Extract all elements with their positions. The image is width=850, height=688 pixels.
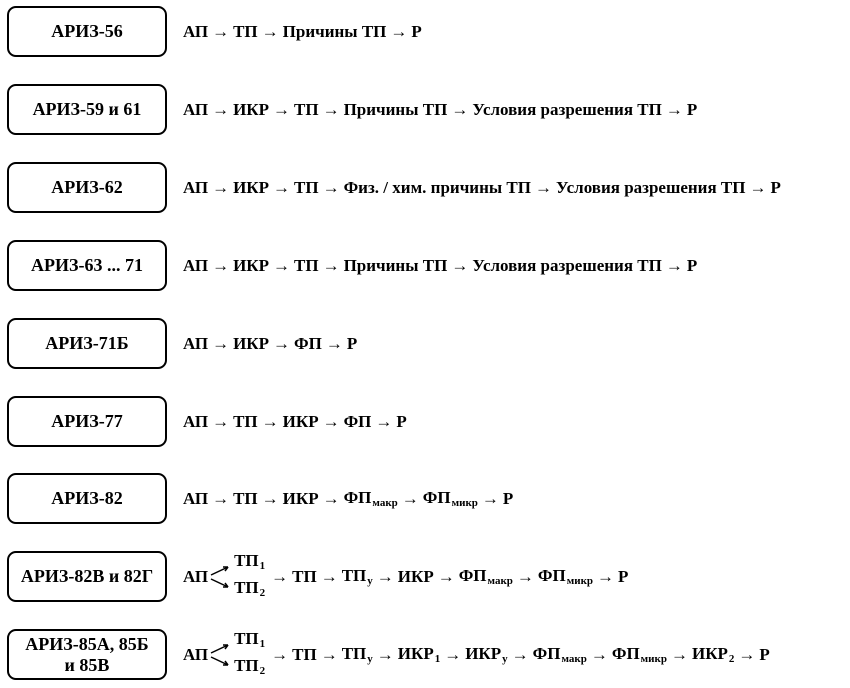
- ariz-version-title: АРИЗ-82В и 82Г: [20, 566, 154, 587]
- ariz-version-box: [7, 629, 167, 680]
- chain-step: АП: [183, 411, 209, 431]
- chain-step: ИКР: [233, 177, 270, 197]
- arrow-right-icon: →: [322, 411, 340, 431]
- chain-step: $ТП_у$: [341, 566, 373, 587]
- chain-step: $ИКР_1$: [397, 644, 441, 665]
- chain-step: ИКР: [233, 99, 270, 119]
- branch-arrows-icon: [208, 633, 234, 677]
- chain-step: ИКР: [282, 411, 319, 431]
- arrow-right-icon: →: [437, 566, 455, 586]
- chain-step-subscript: макр: [372, 497, 398, 509]
- arrow-right-icon: →: [390, 21, 408, 41]
- arrow-right-icon: →: [481, 488, 499, 508]
- arrow-right-icon: →: [212, 255, 230, 275]
- ariz-version-title: АРИЗ-59 и 61: [32, 99, 142, 120]
- chain-step: АП: [183, 333, 209, 353]
- ariz-version-title: АРИЗ-77: [51, 411, 123, 432]
- chain-step: $ИКР_2$: [691, 644, 735, 665]
- branch-arrows-icon: [208, 555, 234, 599]
- chain-step: $ФП_{микр}$: [537, 566, 594, 587]
- arrow-right-icon: →: [273, 177, 291, 197]
- chain-step: Р: [396, 411, 407, 431]
- chain-step: Р: [411, 21, 422, 41]
- arrow-right-icon: →: [597, 566, 615, 586]
- chain-step: АП: [183, 99, 209, 119]
- ariz-step-chain: [183, 396, 407, 447]
- chain-step-subscript: 2: [728, 653, 735, 665]
- chain-step: ИКР: [233, 333, 270, 353]
- arrow-right-icon: →: [212, 411, 230, 431]
- arrow-right-icon: →: [451, 99, 469, 119]
- chain-step: $ФП_{макр}$: [458, 566, 513, 587]
- chain-step: Условия разрешения ТП: [472, 99, 662, 119]
- ariz-step-chain: [183, 629, 770, 680]
- chain-step: $ИКР_у$: [465, 644, 508, 665]
- ariz-version-title: АРИЗ-56: [51, 21, 123, 42]
- chain-step-subscript: у: [502, 653, 508, 665]
- ariz-version-box: [7, 551, 167, 602]
- chain-step: $ТП_1$: [234, 550, 266, 572]
- arrow-right-icon: →: [320, 566, 338, 586]
- arrow-right-icon: →: [511, 644, 529, 664]
- arrow-right-icon: →: [322, 488, 340, 508]
- ariz-version-box: [7, 6, 167, 57]
- arrow-right-icon: →: [322, 99, 340, 119]
- chain-step: Условия разрешения ТП: [555, 177, 746, 197]
- ariz-version-title: АРИЗ-63 ... 71: [31, 255, 143, 276]
- chain-step: Причины ТП: [282, 21, 387, 41]
- arrow-right-icon: →: [322, 177, 340, 197]
- contradiction-branch: [208, 550, 265, 604]
- ariz-step-chain: [183, 318, 357, 369]
- arrow-right-icon: →: [738, 644, 756, 664]
- chain-step: Р: [770, 177, 781, 197]
- ariz-step-chain: [183, 84, 697, 135]
- chain-step: $ФП_{макр}$: [532, 644, 587, 665]
- chain-step: ФП: [294, 333, 322, 353]
- chain-step: ТП: [233, 411, 258, 431]
- arrow-right-icon: →: [590, 644, 608, 664]
- chain-step: $ТП_у$: [341, 644, 373, 665]
- chain-step: ФП: [343, 411, 372, 431]
- arrow-right-icon: →: [212, 333, 230, 353]
- arrow-right-icon: →: [261, 488, 279, 508]
- chain-step: $ФП_{микр}$: [611, 644, 667, 665]
- ariz-version-box: [7, 84, 167, 135]
- arrow-right-icon: →: [375, 411, 393, 431]
- chain-step: АП: [183, 644, 209, 664]
- ariz-version-title: АРИЗ-85А, 85Б и 85В: [25, 633, 149, 675]
- arrow-right-icon: →: [322, 255, 340, 275]
- chain-step: ТП: [294, 255, 319, 275]
- arrow-right-icon: →: [320, 644, 338, 664]
- chain-step: Р: [686, 255, 698, 275]
- chain-step-subscript: у: [367, 575, 373, 587]
- arrow-right-icon: →: [444, 644, 462, 664]
- arrow-right-icon: →: [273, 333, 291, 353]
- chain-step: ИКР: [233, 255, 270, 275]
- chain-step: АП: [183, 488, 209, 508]
- chain-step: ТП: [292, 566, 317, 586]
- arrow-right-icon: →: [261, 21, 279, 41]
- chain-step: АП: [183, 255, 209, 275]
- arrow-right-icon: →: [273, 99, 291, 119]
- chain-step: Р: [346, 333, 358, 353]
- arrow-right-icon: →: [376, 644, 394, 664]
- chain-step: ТП: [294, 99, 319, 119]
- ariz-version-title: АРИЗ-82: [51, 488, 123, 509]
- chain-step-subscript: у: [367, 653, 373, 665]
- arrow-right-icon: →: [670, 644, 688, 664]
- ariz-step-chain: [183, 162, 781, 213]
- arrow-right-icon: →: [749, 177, 767, 197]
- chain-step: ТП: [233, 488, 258, 508]
- chain-step: ТП: [292, 644, 317, 664]
- ariz-step-chain: [183, 6, 422, 57]
- chain-step: Физ. / хим. причины ТП: [343, 177, 531, 197]
- chain-step: ИКР: [282, 488, 319, 508]
- ariz-version-box: [7, 240, 167, 291]
- chain-step: Р: [759, 644, 770, 664]
- chain-step-subscript: микр: [566, 575, 594, 587]
- chain-step: Условия разрешения ТП: [472, 255, 662, 275]
- arrow-right-icon: →: [273, 255, 291, 275]
- arrow-right-icon: →: [212, 21, 230, 41]
- chain-step-subscript: 2: [259, 664, 266, 677]
- chain-step: АП: [183, 21, 209, 41]
- chain-step: Р: [618, 566, 629, 586]
- arrow-right-icon: →: [212, 488, 230, 508]
- chain-step-subscript: макр: [561, 653, 587, 665]
- arrow-right-icon: →: [212, 177, 230, 197]
- arrow-right-icon: →: [261, 411, 279, 431]
- arrow-right-icon: →: [401, 488, 419, 508]
- chain-step: $ТП_2$: [234, 577, 266, 599]
- arrow-right-icon: →: [451, 255, 469, 275]
- chain-step: Р: [686, 99, 698, 119]
- arrow-right-icon: →: [665, 255, 683, 275]
- arrow-right-icon: →: [516, 566, 534, 586]
- chain-step: Причины ТП: [343, 255, 448, 275]
- contradiction-branch: [208, 628, 265, 682]
- chain-step-subscript: макр: [487, 575, 513, 587]
- chain-step: $ТП_1$: [234, 628, 266, 650]
- chain-step-subscript: микр: [451, 497, 478, 509]
- chain-step: ИКР: [397, 566, 434, 586]
- ariz-version-box: [7, 396, 167, 447]
- ariz-version-title: АРИЗ-71Б: [45, 333, 129, 354]
- chain-step: АП: [183, 177, 209, 197]
- chain-step-subscript: 1: [259, 559, 266, 572]
- chain-step-subscript: 1: [434, 653, 441, 665]
- chain-step-subscript: микр: [640, 653, 667, 665]
- ariz-step-chain: [183, 551, 628, 602]
- arrow-right-icon: →: [665, 99, 683, 119]
- ariz-step-chain: [183, 473, 513, 524]
- arrow-right-icon: →: [271, 566, 289, 586]
- arrow-right-icon: →: [325, 333, 343, 353]
- ariz-version-box: [7, 162, 167, 213]
- chain-step: АП: [183, 566, 209, 586]
- chain-step: ТП: [294, 177, 319, 197]
- chain-step: Р: [502, 488, 514, 508]
- chain-step-subscript: 1: [259, 637, 266, 650]
- ariz-version-box: [7, 473, 167, 524]
- chain-step-subscript: 2: [259, 586, 266, 599]
- chain-step: $ФП_{макр}$: [343, 488, 398, 509]
- chain-step: $ТП_2$: [234, 655, 266, 677]
- ariz-version-box: [7, 318, 167, 369]
- arrow-right-icon: →: [376, 566, 394, 586]
- ariz-version-title: АРИЗ-62: [51, 177, 123, 198]
- arrow-right-icon: →: [212, 99, 230, 119]
- ariz-step-chain: [183, 240, 697, 291]
- arrow-right-icon: →: [271, 644, 289, 664]
- chain-step: ТП: [233, 21, 258, 41]
- chain-step: $ФП_{микр}$: [422, 488, 478, 509]
- arrow-right-icon: →: [534, 177, 552, 197]
- chain-step: Причины ТП: [343, 99, 448, 119]
